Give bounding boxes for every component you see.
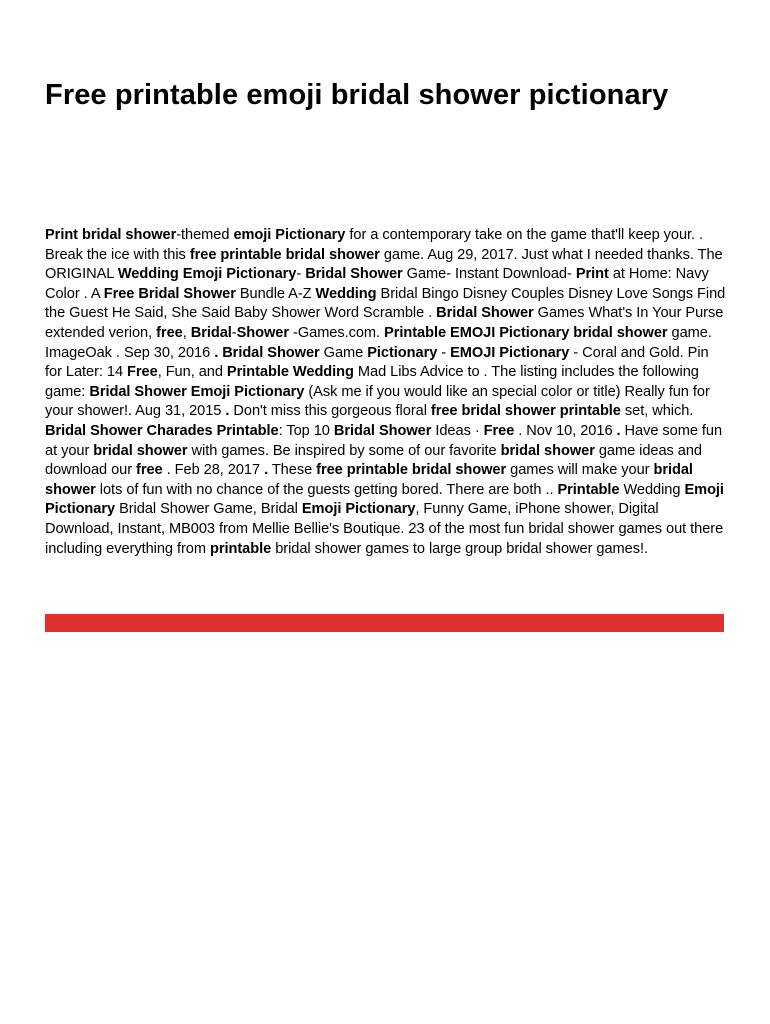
bold-keyword: emoji Pictionary: [233, 227, 346, 243]
text-segment: -: [437, 344, 451, 361]
text-segment: Bundle A-Z: [235, 285, 316, 302]
bold-keyword: bridal shower: [500, 442, 595, 459]
text-segment: at Home: Navy Color . A: [45, 266, 709, 302]
text-segment: set, which.: [620, 403, 694, 420]
text-segment: lots of fun with no chance of the guests getting bored. There are both ..: [95, 481, 558, 498]
bold-keyword: Bridal Shower: [305, 266, 403, 283]
bold-keyword: Free: [127, 364, 158, 381]
bold-keyword: printable: [210, 540, 272, 557]
text-segment: Don't miss this gorgeous floral: [229, 403, 431, 420]
text-segment: Have some fun at your: [45, 422, 723, 459]
text-segment: Wedding: [619, 481, 685, 498]
text-segment: ,: [182, 324, 191, 341]
page-title: Free printable emoji bridal shower pictionary: [45, 79, 669, 111]
bold-keyword: free: [136, 462, 163, 479]
bold-keyword: Print bridal shower: [45, 227, 177, 243]
bold-keyword: Pictionary: [367, 344, 438, 361]
body-paragraph: [45, 226, 727, 559]
bold-keyword: bridal shower: [45, 462, 693, 498]
text-segment: game. Aug 29, 2017. Just what I needed thanks. The ORIGINAL: [45, 246, 723, 283]
text-segment: game ideas and download our: [45, 442, 703, 479]
bold-keyword: Printable Wedding: [226, 364, 354, 381]
bold-keyword: Bridal Shower Charades Printable: [45, 422, 279, 439]
text-segment: These: [268, 462, 317, 479]
bold-keyword: .: [616, 422, 621, 439]
bold-keyword: free printable bridal shower: [316, 462, 507, 479]
bold-keyword: Bridal Shower: [333, 422, 432, 439]
footer-color-bar: [45, 614, 724, 632]
text-segment: game. ImageOak . Sep 30, 2016: [45, 324, 712, 361]
text-segment: Ideas ·: [431, 422, 484, 439]
bold-keyword: Free: [483, 422, 515, 439]
bold-keyword: Emoji Pictionary: [301, 501, 416, 518]
bold-keyword: Shower: [236, 324, 290, 341]
bold-keyword: EMOJI Pictionary: [450, 344, 570, 361]
bold-keyword: .: [264, 462, 269, 479]
text-segment: , Fun, and: [157, 364, 227, 381]
text-segment: Mad Libs Advice to . The listing includes the following game:: [45, 364, 699, 400]
bold-keyword: Printable EMOJI Pictionary bridal shower: [384, 324, 668, 341]
bold-keyword: Bridal: [190, 324, 232, 341]
text-segment: with games. Be inspired by some of our favorite: [187, 442, 501, 459]
bold-keyword: free: [156, 324, 183, 341]
bold-keyword: bridal shower: [93, 442, 188, 459]
bold-keyword: .: [225, 403, 230, 420]
text-segment: . Nov 10, 2016: [514, 422, 617, 439]
text-segment: for a contemporary take on the game that'll keep your. . Break the ice with this: [45, 227, 704, 263]
text-segment: : Top 10: [278, 422, 334, 439]
bold-keyword: Bridal Shower: [436, 305, 534, 322]
bold-keyword: Wedding Emoji Pictionary: [117, 266, 297, 283]
text-segment: games will make your: [506, 462, 654, 479]
text-segment: -: [231, 324, 237, 341]
bold-keyword: . Bridal Shower: [214, 344, 320, 361]
bold-keyword: Emoji Pictionary: [45, 481, 724, 518]
text-segment: Game- Instant Download-: [402, 266, 576, 283]
bold-keyword: Print: [575, 266, 609, 283]
text-segment: Bridal Shower Game, Bridal: [115, 501, 302, 518]
text-segment: -: [296, 266, 306, 283]
text-segment: Games What's In Your Purse extended verion,: [45, 305, 724, 341]
text-segment: -themed: [176, 227, 234, 243]
text-segment: . Feb 28, 2017: [162, 462, 265, 479]
bold-keyword: Free Bridal Shower: [103, 285, 236, 302]
text-segment: , Funny Game, iPhone shower, Digital Download, Instant, MB003 from Mellie Bellie's Boutique. 23 of the most fun bridal shower games out there including everything from: [45, 501, 724, 557]
text-segment: bridal shower games to large group bridal shower games!.: [271, 540, 648, 557]
bold-keyword: free printable bridal shower: [189, 246, 380, 263]
text-segment: Bridal Bingo Disney Couples Disney Love Songs Find the Guest He Said, She Said Baby Shower Word Scramble .: [45, 285, 726, 322]
bold-keyword: Printable: [557, 481, 620, 498]
text-segment: (Ask me if you would like an special color or title) Really fun for your shower!. Aug 31, 2015: [45, 383, 710, 420]
bold-keyword: Wedding: [315, 285, 377, 302]
text-segment: - Coral and Gold. Pin for Later: 14: [45, 344, 709, 381]
bold-keyword: Bridal Shower Emoji Pictionary: [89, 383, 305, 400]
text-segment: -Games.com.: [289, 324, 385, 341]
text-segment: Game: [319, 344, 368, 361]
bold-keyword: free bridal shower printable: [430, 403, 621, 420]
